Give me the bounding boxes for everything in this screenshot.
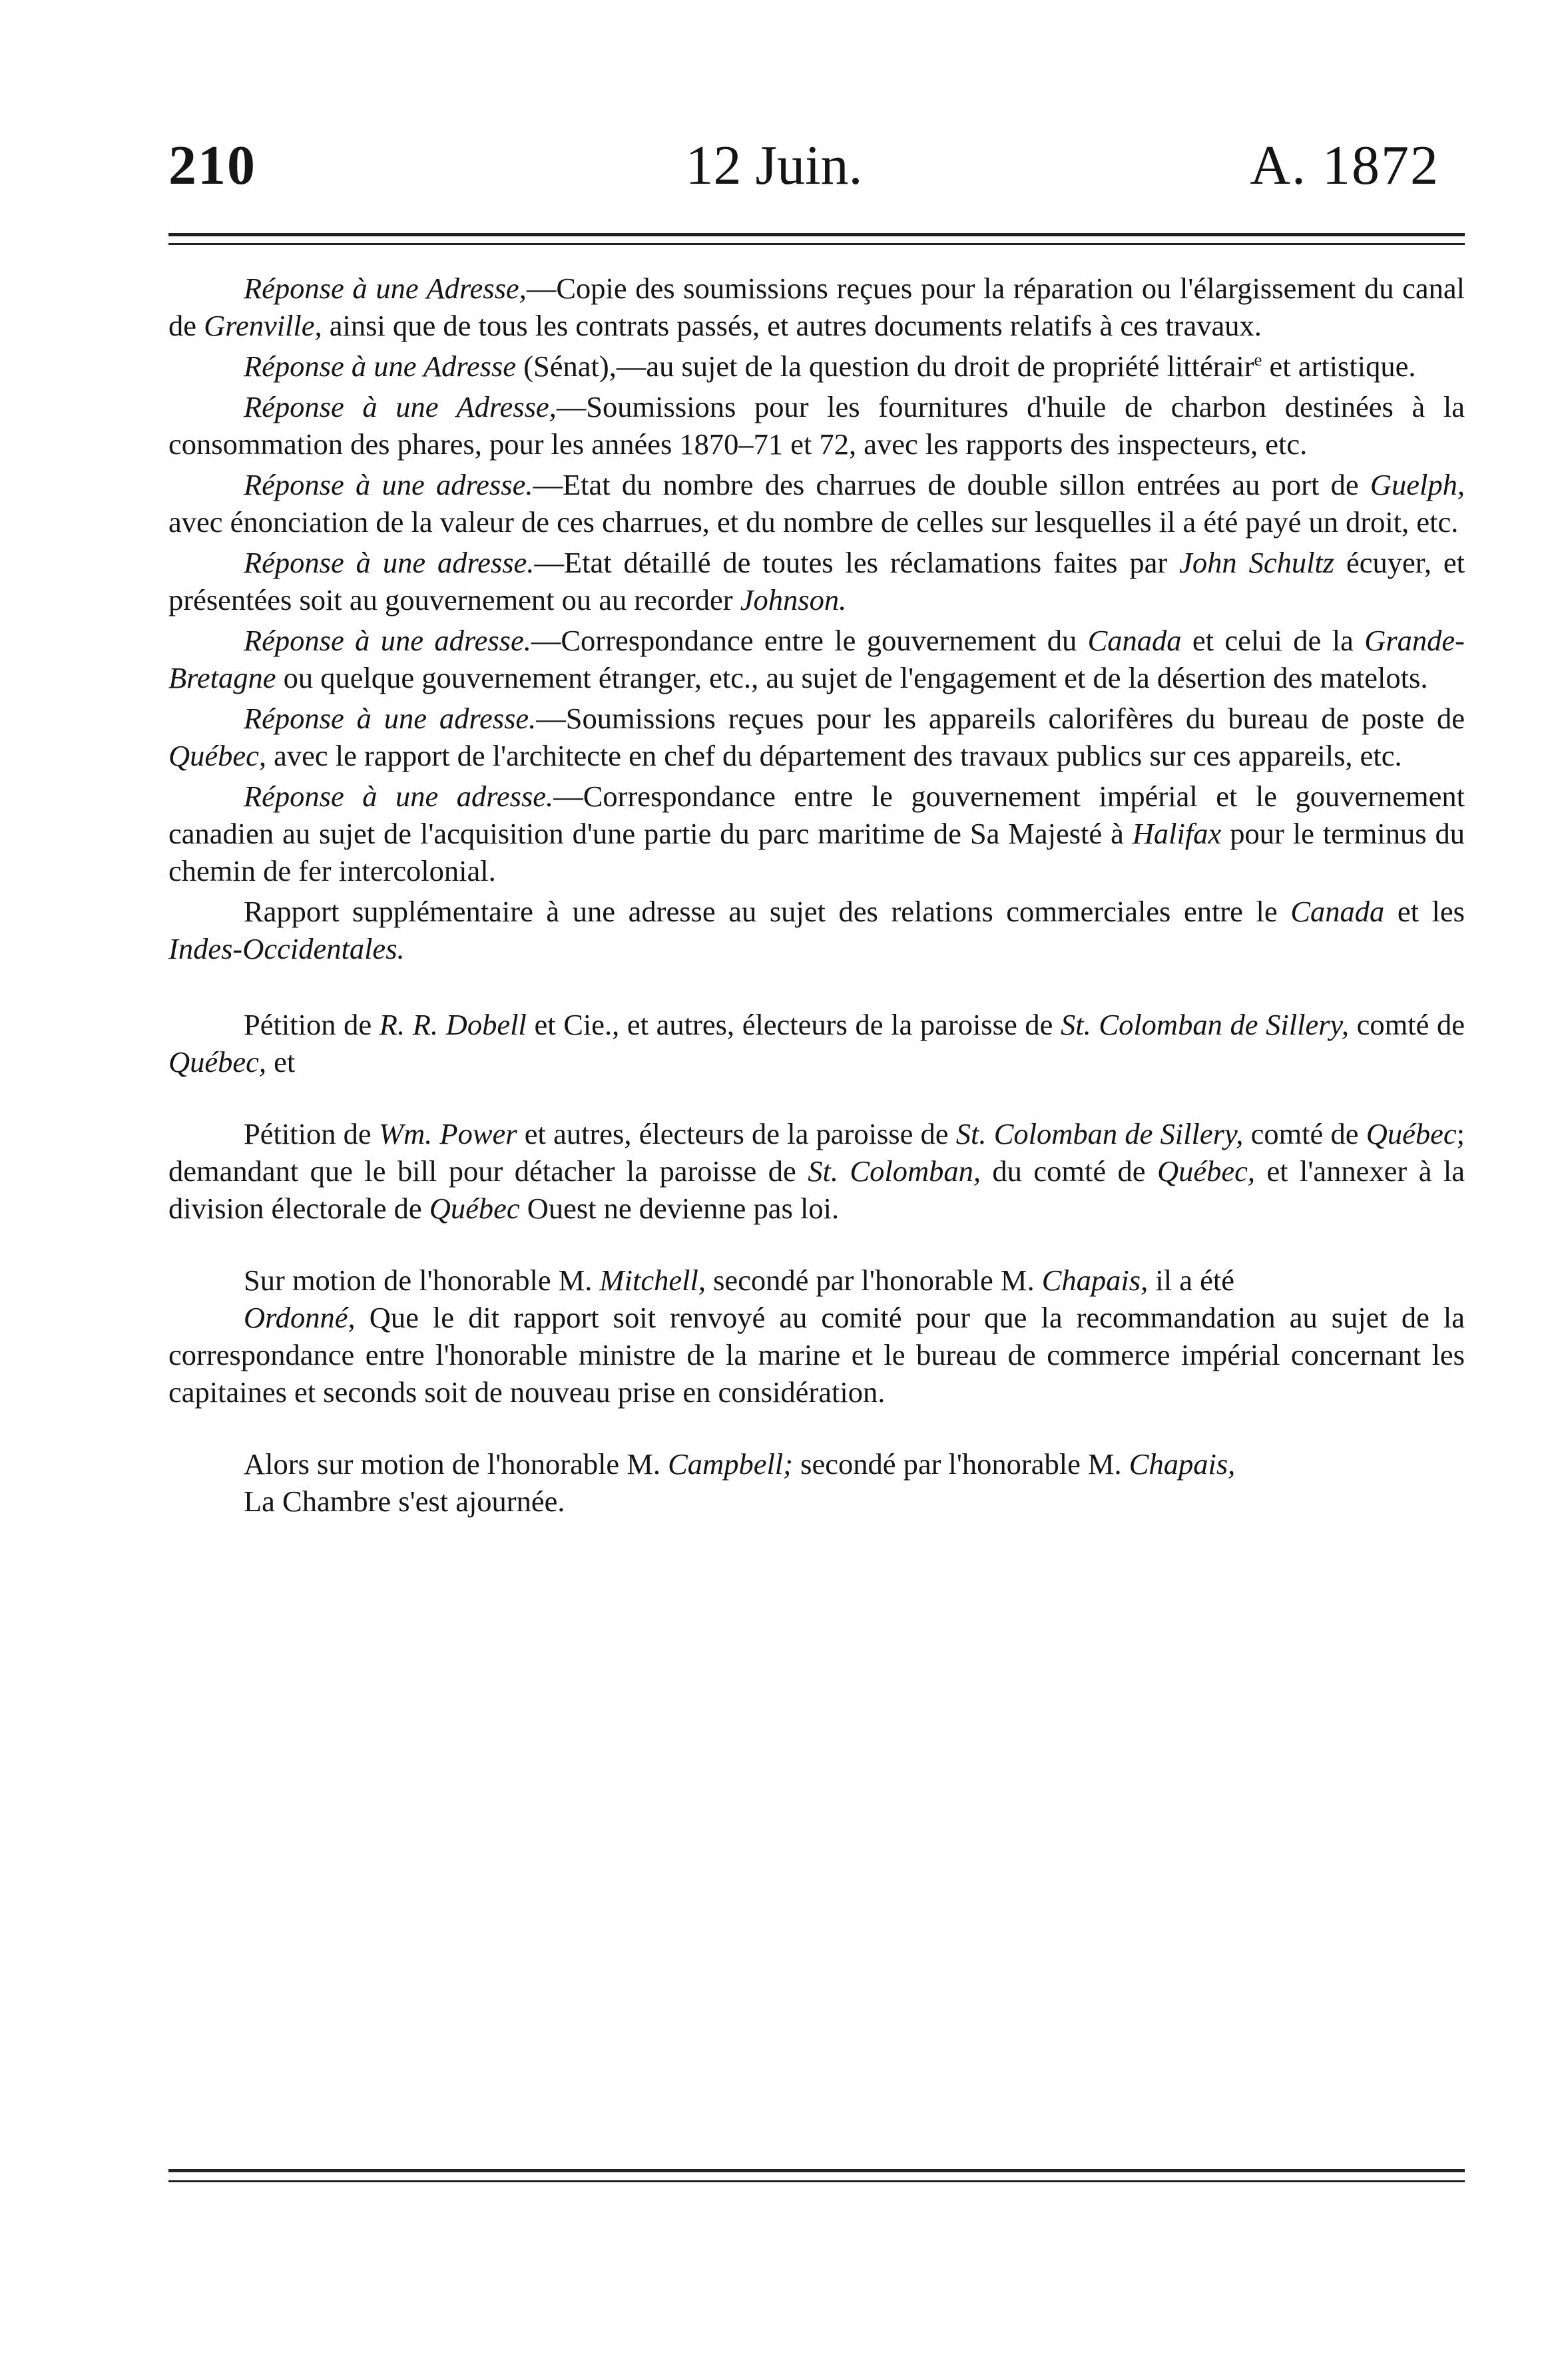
return-paragraph: Réponse à une Adresse,—Soumissions pour les fournitures d'huile de charbon destinées à la consommation des phares, pour les années 1870–71 et 72, avec les rapports des inspecteurs, etc. — [168, 390, 1465, 461]
petition-power: Pétition de Wm. Power et autres, électeurs de la paroisse de St. Colomban de Sillery, comté de Québec; demandant que le bill pour détacher la paroisse de St. Colomban, du comté de Québec, et l'annexer à la division électorale de Québec Ouest ne devienne pas loi. — [168, 1117, 1465, 1225]
adjournment: Alors sur motion de l'honorable M. Campbell; secondé par l'honorable M. Chapais, La Chambre s'est ajournée. — [244, 1447, 1236, 1518]
return-paragraph: Réponse à une Adresse,—Copie des soumissions reçues pour la réparation ou l'élargissement du canal de Grenville, ainsi que de tous les contrats passés, et autres documents relatifs à ces travaux. — [168, 272, 1465, 342]
return-lead: Réponse à une adresse. — [244, 468, 533, 501]
motion-mitchell: Sur motion de l'honorable M. Mitchell, secondé par l'honorable M. Chapais, il a été Ordonné, Que le dit rapport soit renvoyé au comité pour que la recommandation au sujet de la correspondance entre l'honorable ministre de la marine et le bureau de commerce impérial concernant les capitaines et seconds soit de nouveau prise en considération. — [168, 1264, 1465, 1409]
return-paragraph: Réponse à une Adresse (Sénat),—au sujet de la question du droit de propriété littérair$^e$ et artistique. — [244, 350, 1416, 383]
ordered-keyword: Ordonné, — [244, 1301, 356, 1334]
session-year: A. 1872 — [1250, 134, 1439, 196]
return-paragraph: Réponse à une adresse.—Soumissions reçues pour les appareils calorifères du bureau de poste de Québec, avec le rapport de l'architecte en chef du département des travaux publics sur ces appareils, etc. — [168, 702, 1465, 772]
footer-rule-thin — [168, 2180, 1465, 2182]
return-paragraph: Réponse à une adresse.—Correspondance entre le gouvernement impérial et le gouvernement canadien au sujet de l'acquisition d'une partie du parc maritime de Sa Majesté à Halifax pour le terminus du chemin de fer intercolonial. — [168, 780, 1465, 887]
return-lead: Réponse à une adresse. — [244, 702, 537, 735]
return-lead: Réponse à une Adresse, — [244, 390, 557, 423]
return-paragraph: Réponse à une adresse.—Etat détaillé de toutes les réclamations faites par John Schultz écuyer, et présentées soit au gouvernement ou au recorder Johnson. — [168, 546, 1465, 616]
return-lead: Réponse à une Adresse — [244, 350, 517, 383]
return-lead: Réponse à une adresse. — [244, 780, 554, 813]
return-lead: Réponse à une adresse. — [244, 546, 535, 579]
return-lead: Réponse à une Adresse, — [244, 272, 527, 305]
header-rule — [168, 233, 1465, 236]
page-number: 210 — [168, 134, 256, 196]
footer-rule — [168, 2169, 1465, 2172]
running-header — [0, 133, 1548, 220]
return-paragraph: Réponse à une adresse.—Correspondance entre le gouvernement du Canada et celui de la Grande-Bretagne ou quelque gouvernement étranger, etc., au sujet de l'engagement et de la désertion des matelots. — [168, 624, 1465, 694]
header-rule-thin — [168, 243, 1465, 245]
petition-dobell: Pétition de R. R. Dobell et Cie., et autres, électeurs de la paroisse de St. Colomban de Sillery, comté de Québec, et — [168, 1008, 1465, 1078]
supplementary-report: Rapport supplémentaire à une adresse au sujet des relations commerciales entre le Canada et les Indes-Occidentales. — [168, 895, 1465, 965]
running-date: 12 Juin. — [685, 134, 863, 196]
adjournment-line: La Chambre s'est ajournée. — [244, 1485, 565, 1518]
return-paragraph: Réponse à une adresse.—Etat du nombre des charrues de double sillon entrées au port de Guelph, avec énonciation de la valeur de ces charrues, et du nombre de celles sur lesquelles il a été payé un droit, etc. — [168, 468, 1465, 539]
return-lead: Réponse à une adresse. — [244, 624, 531, 657]
journal-body — [168, 270, 1465, 1520]
